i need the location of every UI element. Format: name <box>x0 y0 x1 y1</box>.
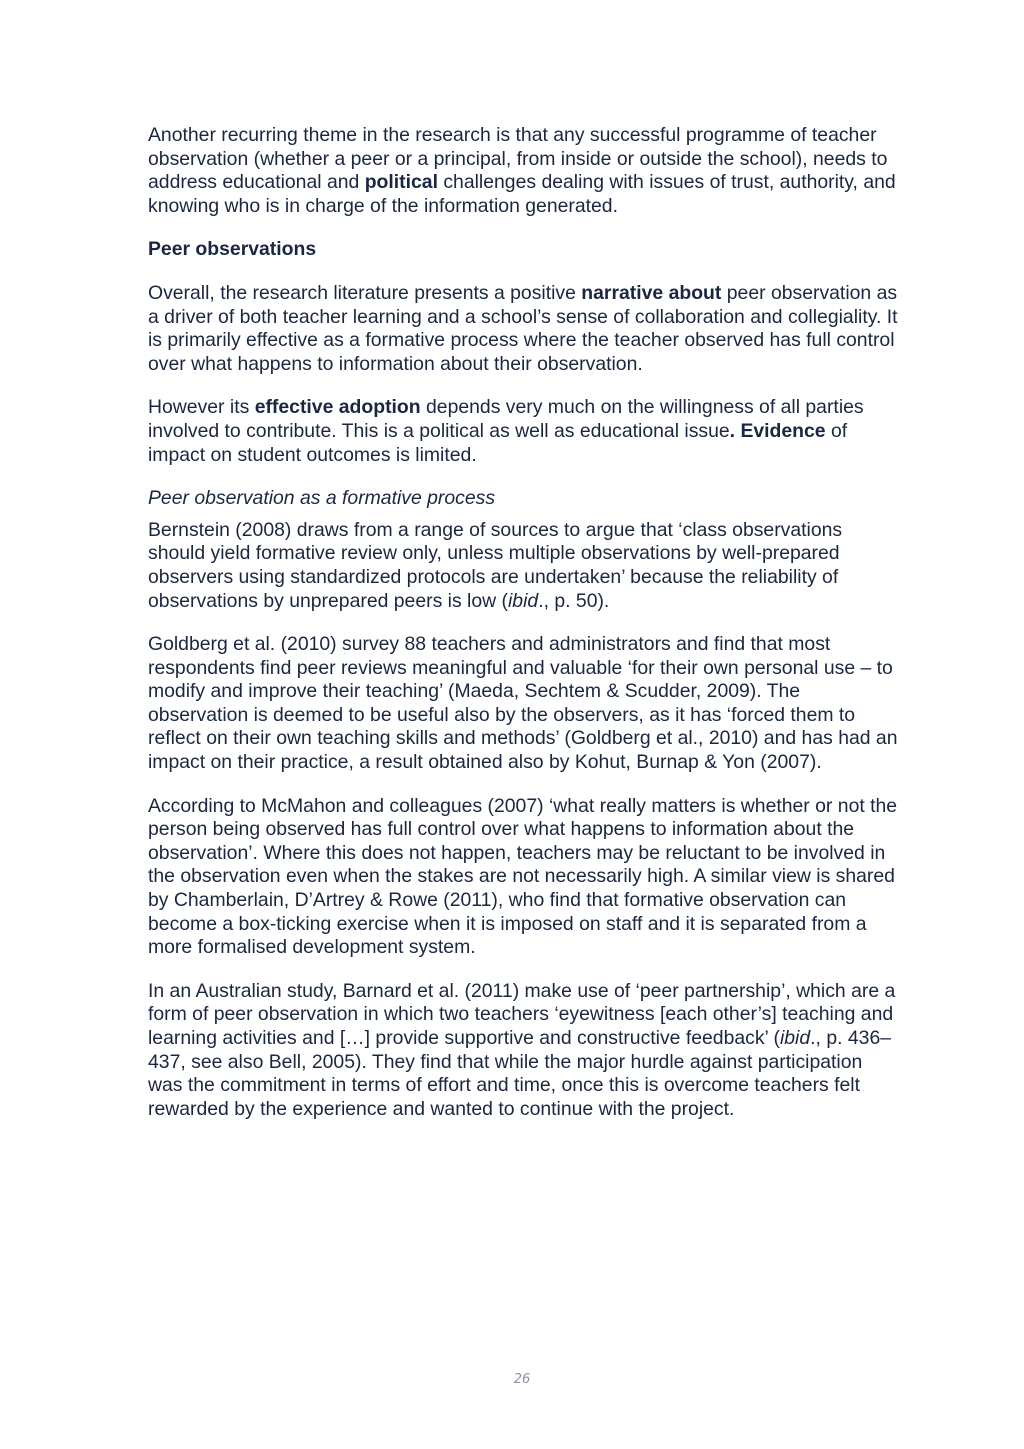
however-bold-adoption: effective adoption <box>254 396 421 419</box>
australian-text-1: In an Australian study, Barnard et al. (2011) make use of ‘peer partnership’, which are a form of peer observation in which two teachers ‘eyewitness [each other’s] teaching and learning activities and […] provide supportive and constructive feedback’ ( <box>148 979 896 1049</box>
intro-text-1: Another recurring theme in the research is that any successful programme of teacher observation (whether a peer or a principal, from inside or outside the school), needs to address educational and <box>148 124 888 194</box>
overall-text-2: peer observation as a driver of both teacher learning and a school’s sense of collaboration and collegiality. It is primarily effective as a formative process where the teacher observed has full control over what happens to information about their observation. <box>148 281 898 375</box>
intro-paragraph <box>148 124 900 218</box>
intro-text-2: challenges dealing with issues of trust, authority, and knowing who is in charge of the information generated. <box>148 171 896 217</box>
australian-italic-ibid: ibid <box>779 1027 811 1049</box>
bernstein-text-2: ., p. 50). <box>538 589 610 612</box>
bernstein-paragraph <box>148 519 900 613</box>
australian-text-2: ., p. 436–437, see also Bell, 2005). They find that while the major hurdle against participation was the commitment in terms of effort and time, once this is overcome teachers felt rewarded by the experience and wanted to continue with the project. <box>148 1027 892 1120</box>
however-text-3: of impact on student outcomes is limited. <box>148 419 848 466</box>
overall-text-1: Overall, the research literature presents a positive <box>148 281 582 304</box>
however-bold-evidence: . Evidence <box>729 419 826 442</box>
mcmahon-paragraph: According to McMahon and colleagues (2007) ‘what really matters is whether or not the person being observed has full control over what happens to information about the observation’. Where this does not happen, teachers may be reluctant to be involved in the observation even when the stakes are not necessarily high. A similar view is shared by Chamberlain, D’Artrey & Rowe (2011), who find that formative observation can become a box-ticking exercise when it is imposed on staff and it is separated from a more formalised development system. <box>148 794 898 959</box>
overall-paragraph <box>148 282 900 376</box>
page-number: 26 <box>513 1372 531 1387</box>
however-text-2: depends very much on the willingness of all parties involved to contribute. This is a political as well as educational issue <box>148 396 864 442</box>
goldberg-paragraph: Goldberg et al. (2010) survey 88 teachers and administrators and find that most respondents find peer reviews meaningful and valuable ‘for their own personal use – to modify and improve their teaching’ (Maeda, Sechtem & Scudder, 2009). The observation is deemed to be useful also by the observers, as it has ‘forced them to reflect on their own teaching skills and methods’ (Goldberg et al., 2010) and has had an impact on their practice, a result obtained also by Kohut, Burnap & Yon (2007). <box>148 633 898 774</box>
section-heading-peer-observations: Peer observations <box>148 238 317 261</box>
however-text-1: However its <box>148 396 255 419</box>
subheading-formative-process: Peer observation as a formative process <box>148 487 496 510</box>
bernstein-italic-ibid: ibid <box>508 589 539 612</box>
australian-study-paragraph <box>148 980 900 1122</box>
overall-bold-narrative: narrative about <box>581 281 722 304</box>
however-paragraph <box>148 396 900 467</box>
page-content <box>148 124 900 1141</box>
bernstein-text-1: Bernstein (2008) draws from a range of sources to argue that ‘class observations should yield formative review only, unless multiple observations by well-prepared observers using standardized protocols are undertaken’ because the reliability of observations by unprepared peers is low ( <box>148 518 843 612</box>
intro-bold-political: political <box>364 171 438 194</box>
